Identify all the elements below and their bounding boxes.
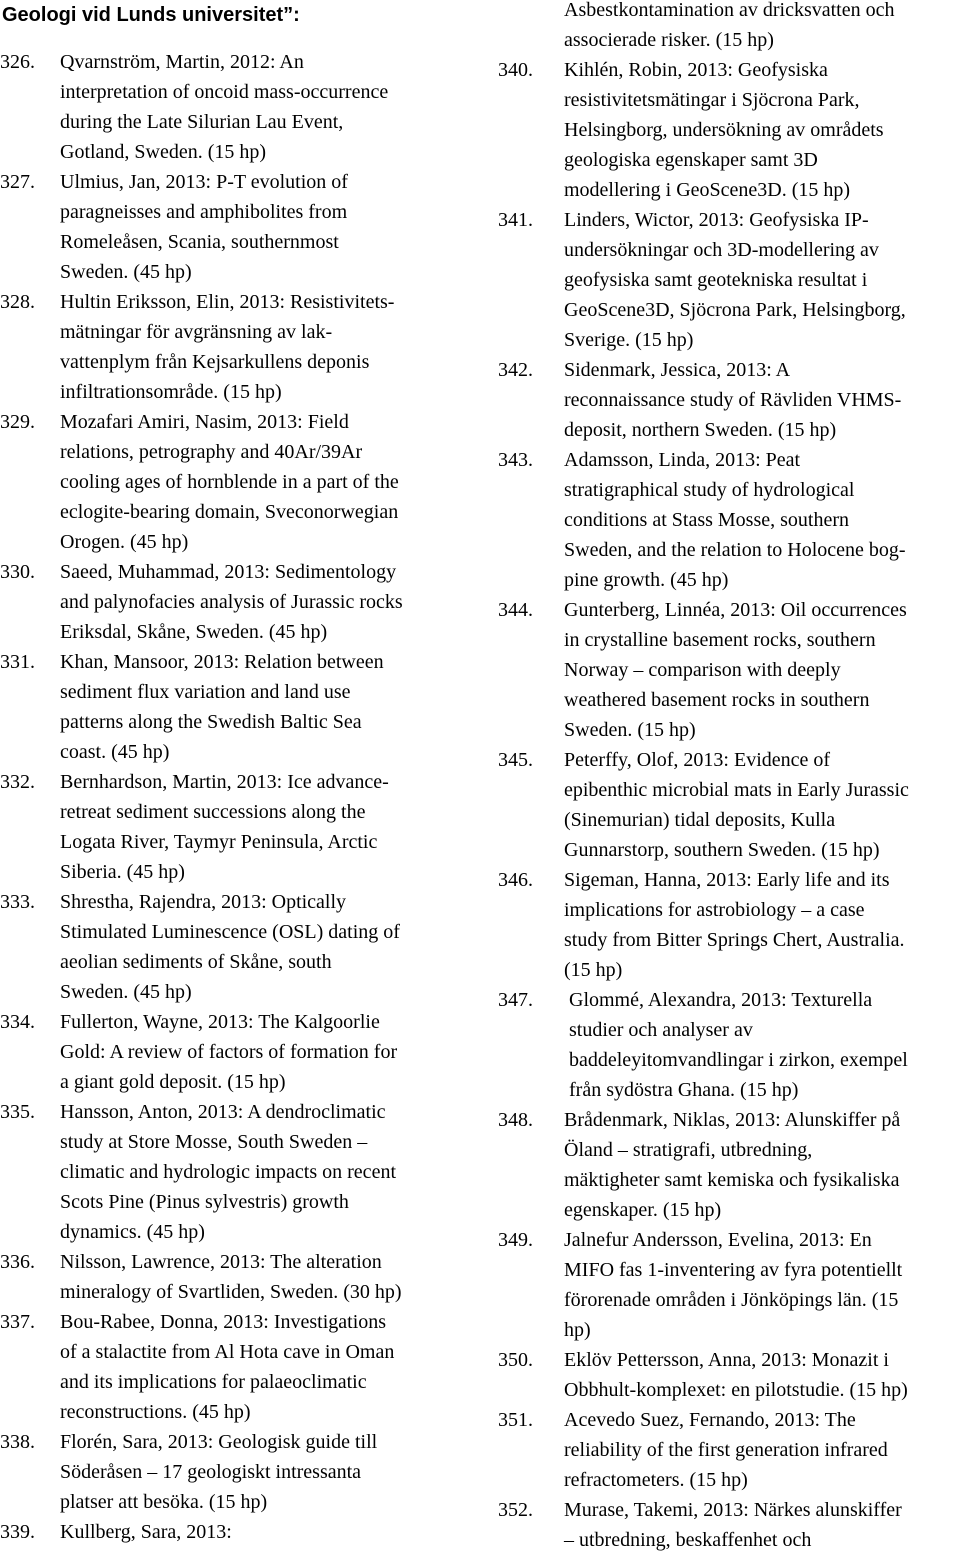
reference-line [0,557,478,587]
reference-number: 341. [498,209,533,231]
reference-text: förorenade områden i Jönköpings län. (15 [564,1289,899,1311]
reference-line [498,745,960,775]
reference-text: Eklöv Pettersson, Anna, 2013: Monazit i [564,1349,889,1371]
reference-text: Bernhardson, Martin, 2013: Ice advance- [60,771,389,793]
reference-text: Kullberg, Sara, 2013: [60,1521,232,1543]
reference-line [0,287,478,317]
reference-number: 340. [498,59,533,81]
reference-text: Orogen. (45 hp) [60,531,189,553]
reference-line [498,535,960,565]
reference-line [498,565,960,595]
reference-text: epibenthic microbial mats in Early Jurassic [564,779,909,801]
reference-line [0,587,478,617]
reference-line [498,25,960,55]
reference-line [0,827,478,857]
reference-number: 333. [0,891,35,913]
reference-text: of a stalactite from Al Hota cave in Oman [60,1341,395,1363]
reference-line [498,1015,960,1045]
reference-text: Gunterberg, Linnéa, 2013: Oil occurrences [564,599,907,621]
reference-text: resistivitetsmätingar i Sjöcrona Park, [564,89,860,111]
reference-text: Murase, Takemi, 2013: Närkes alunskiffer [564,1499,902,1521]
reference-line [498,985,960,1015]
reference-text: Sweden. (45 hp) [60,981,192,1003]
reference-line [0,677,478,707]
reference-line [0,1037,478,1067]
reference-line [498,385,960,415]
reference-number: 328. [0,291,35,313]
reference-text: infiltrationsområde. (15 hp) [60,381,282,403]
reference-number: 338. [0,1431,35,1453]
reference-line [498,1285,960,1315]
reference-line [498,1495,960,1525]
reference-text: Brådenmark, Niklas, 2013: Alunskiffer på [564,1109,901,1131]
reference-number: 331. [0,651,35,673]
reference-line [0,1487,478,1517]
reference-text: Saeed, Muhammad, 2013: Sedimentology [60,561,397,583]
reference-text: Acevedo Suez, Fernando, 2013: The [564,1409,856,1431]
reference-line [0,1517,478,1547]
reference-line [0,77,478,107]
reference-line [0,1457,478,1487]
reference-line [498,655,960,685]
reference-text: deposit, northern Sweden. (15 hp) [564,419,837,441]
reference-text: Helsingborg, undersökning av områdets [564,119,884,141]
reference-line [498,1255,960,1285]
reference-text: geofysiska samt geotekniska resultat i [564,269,868,291]
reference-line [0,947,478,977]
reference-line [0,137,478,167]
reference-text: study from Bitter Springs Chert, Australia. [564,929,905,951]
reference-text: Nilsson, Lawrence, 2013: The alteration [60,1251,382,1273]
reference-text: during the Late Silurian Lau Event, [60,111,344,133]
reference-text: Mozafari Amiri, Nasim, 2013: Field [60,411,349,433]
reference-line [0,1007,478,1037]
reference-number: 336. [0,1251,35,1273]
reference-line [0,1187,478,1217]
reference-text: cooling ages of hornblende in a part of the [60,471,399,493]
reference-line [498,175,960,205]
reference-line [0,707,478,737]
reference-line [0,1397,478,1427]
reference-text: patterns along the Swedish Baltic Sea [60,711,362,733]
reference-text: Gold: A review of factors of formation for [60,1041,398,1063]
reference-line [0,1067,478,1097]
reference-text: undersökningar och 3D-modellering av [564,239,879,261]
reference-line [498,625,960,655]
reference-line [498,445,960,475]
left-column [0,47,478,1547]
reference-line [0,377,478,407]
reference-line [498,1225,960,1255]
reference-text: eclogite-bearing domain, Sveconorwegian [60,501,399,523]
reference-number: 342. [498,359,533,381]
reference-text: Adamsson, Linda, 2013: Peat [564,449,801,471]
reference-text: study at Store Mosse, South Sweden – [60,1131,368,1153]
reference-number: 335. [0,1101,35,1123]
reference-number: 346. [498,869,533,891]
reference-number: 332. [0,771,35,793]
reference-line [498,895,960,925]
reference-number: 343. [498,449,533,471]
reference-line [498,85,960,115]
reference-text: vattenplym från Kejsarkullens deponis [60,351,370,373]
reference-line [498,1135,960,1165]
reference-text: Shrestha, Rajendra, 2013: Optically [60,891,347,913]
reference-line [498,1195,960,1225]
reference-text: Logata River, Taymyr Peninsula, Arctic [60,831,378,853]
reference-line [498,1345,960,1375]
reference-text: and palynofacies analysis of Jurassic rocks [60,591,403,613]
reference-text: and its implications for palaeoclimatic [60,1371,367,1393]
reference-text: Söderåsen – 17 geologiskt intressanta [60,1461,362,1483]
reference-line [498,235,960,265]
reference-text: Sidenmark, Jessica, 2013: A [564,359,791,381]
reference-line [0,1307,478,1337]
reference-text: Romeleåsen, Scania, southernmost [60,231,339,253]
reference-line [498,595,960,625]
reference-text: Glommé, Alexandra, 2013: Texturella [569,989,873,1011]
reference-text: Bou-Rabee, Donna, 2013: Investigations [60,1311,387,1333]
reference-text: in crystalline basement rocks, southern [564,629,876,651]
reference-text: baddeleyitomvandlingar i zirkon, exempel [569,1049,908,1071]
reference-text: Hansson, Anton, 2013: A dendroclimatic [60,1101,386,1123]
reference-line [498,505,960,535]
reference-text: pine growth. (45 hp) [564,569,729,591]
reference-text: MIFO fas 1-inventering av fyra potentiellt [564,1259,903,1281]
reference-line [498,925,960,955]
reference-text: Siberia. (45 hp) [60,861,185,883]
reference-line [498,55,960,85]
reference-line [498,475,960,505]
reference-text: Peterffy, Olof, 2013: Evidence of [564,749,831,771]
reference-line [498,1405,960,1435]
reference-text: Scots Pine (Pinus sylvestris) growth [60,1191,349,1213]
reference-text: geologiska egenskaper samt 3D [564,149,818,171]
reference-text: Stimulated Luminescence (OSL) dating of [60,921,400,943]
reference-number: 351. [498,1409,533,1431]
reference-line [0,1337,478,1367]
reference-text: a giant gold deposit. (15 hp) [60,1071,286,1093]
reference-number: 347. [498,989,533,1011]
reference-text: Sweden. (45 hp) [60,261,192,283]
reference-line [0,407,478,437]
reference-line [0,737,478,767]
reference-text: reconstructions. (45 hp) [60,1401,251,1423]
reference-text: studier och analyser av [569,1019,753,1041]
reference-line [0,1217,478,1247]
reference-number: 339. [0,1521,35,1543]
reference-line [0,797,478,827]
reference-text: stratigraphical study of hydrological [564,479,855,501]
reference-text: paragneisses and amphibolites from [60,201,348,223]
reference-line [498,205,960,235]
reference-line [498,325,960,355]
reference-text: refractometers. (15 hp) [564,1469,748,1491]
reference-number: 334. [0,1011,35,1033]
reference-line [0,767,478,797]
reference-text: egenskaper. (15 hp) [564,1199,722,1221]
reference-text: Jalnefur Andersson, Evelina, 2013: En [564,1229,872,1251]
reference-line [0,347,478,377]
reference-text: relations, petrography and 40Ar/39Ar [60,441,363,463]
reference-text: Öland – stratigrafi, utbredning, [564,1139,813,1161]
reference-text: Hultin Eriksson, Elin, 2013: Resistivitets- [60,291,395,313]
reference-text: modellering i GeoScene3D. (15 hp) [564,179,851,201]
reference-text: hp) [564,1319,591,1341]
reference-line [498,715,960,745]
reference-line [0,497,478,527]
reference-number: 352. [498,1499,533,1521]
reference-text: mineralogy of Svartliden, Sweden. (30 hp) [60,1281,402,1303]
reference-line [0,107,478,137]
reference-number: 326. [0,51,35,73]
reference-line [0,917,478,947]
reference-line [0,467,478,497]
reference-line [498,805,960,835]
reference-line [0,1157,478,1187]
reference-line [498,1315,960,1345]
page-title: Geologi vid Lunds universitet”: [2,4,300,26]
reference-line [0,1277,478,1307]
reference-text: – utbredning, beskaffenhet och [564,1529,812,1551]
reference-text: coast. (45 hp) [60,741,170,763]
reference-line [498,1435,960,1465]
reference-text: Khan, Mansoor, 2013: Relation between [60,651,384,673]
reference-text: (15 hp) [564,959,623,981]
reference-line [0,167,478,197]
reference-line [498,1045,960,1075]
reference-text: Sverige. (15 hp) [564,329,694,351]
reference-number: 327. [0,171,35,193]
reference-line [498,1375,960,1405]
reference-text: Gotland, Sweden. (15 hp) [60,141,267,163]
reference-text: aeolian sediments of Skåne, south [60,951,332,973]
reference-line [498,1525,960,1555]
reference-number: 350. [498,1349,533,1371]
reference-number: 337. [0,1311,35,1333]
reference-text: implications for astrobiology – a case [564,899,865,921]
reference-text: Norway – comparison with deeply [564,659,841,681]
reference-text: platser att besöka. (15 hp) [60,1491,268,1513]
reference-line [498,115,960,145]
reference-text: reliability of the first generation infrared [564,1439,888,1461]
reference-text: Eriksdal, Skåne, Sweden. (45 hp) [60,621,328,643]
reference-line [0,527,478,557]
reference-line [498,865,960,895]
reference-number: 349. [498,1229,533,1251]
reference-line [0,887,478,917]
reference-line [498,295,960,325]
reference-text: mäktigheter samt kemiska och fysikaliska [564,1169,900,1191]
reference-line [498,1165,960,1195]
reference-line [0,857,478,887]
right-column [498,0,960,1555]
reference-line [0,317,478,347]
reference-line [0,977,478,1007]
reference-text: från sydöstra Ghana. (15 hp) [569,1079,799,1101]
reference-text: retreat sediment successions along the [60,801,366,823]
reference-text: Florén, Sara, 2013: Geologisk guide till [60,1431,378,1453]
reference-text: Sigeman, Hanna, 2013: Early life and its [564,869,890,891]
reference-number: 348. [498,1109,533,1131]
reference-line [0,1367,478,1397]
reference-line [0,1427,478,1457]
reference-text: mätningar för avgränsning av lak- [60,321,333,343]
reference-line [0,1127,478,1157]
reference-line [0,647,478,677]
reference-line [498,0,960,25]
reference-text: Ulmius, Jan, 2013: P-T evolution of [60,171,348,193]
reference-text: Kihlén, Robin, 2013: Geofysiska [564,59,828,81]
reference-text: Qvarnström, Martin, 2012: An [60,51,304,73]
reference-text: reconnaissance study of Rävliden VHMS- [564,389,902,411]
reference-line [0,1097,478,1127]
reference-line [498,145,960,175]
reference-text: sediment flux variation and land use [60,681,351,703]
reference-line [498,835,960,865]
reference-text: Gunnarstorp, southern Sweden. (15 hp) [564,839,880,861]
reference-text: conditions at Stass Mosse, southern [564,509,849,531]
reference-line [498,1075,960,1105]
reference-text: GeoScene3D, Sjöcrona Park, Helsingborg, [564,299,906,321]
reference-line [0,617,478,647]
reference-text: Sweden. (15 hp) [564,719,696,741]
reference-text: Linders, Wictor, 2013: Geofysiska IP- [564,209,869,231]
reference-text: associerade risker. (15 hp) [564,29,774,51]
reference-line [498,355,960,385]
reference-text: Asbestkontamination av dricksvatten och [564,0,895,21]
reference-line [498,775,960,805]
reference-line [498,265,960,295]
reference-text: Sweden, and the relation to Holocene bog- [564,539,906,561]
reference-text: climatic and hydrologic impacts on recent [60,1161,396,1183]
reference-line [498,955,960,985]
reference-line [0,1247,478,1277]
reference-line [498,1465,960,1495]
reference-line [0,437,478,467]
reference-text: dynamics. (45 hp) [60,1221,205,1243]
reference-line [0,47,478,77]
reference-line [0,197,478,227]
reference-text: (Sinemurian) tidal deposits, Kulla [564,809,836,831]
reference-line [498,1105,960,1135]
reference-number: 345. [498,749,533,771]
reference-number: 329. [0,411,35,433]
reference-text: Fullerton, Wayne, 2013: The Kalgoorlie [60,1011,380,1033]
reference-line [0,257,478,287]
reference-text: weathered basement rocks in southern [564,689,870,711]
reference-text: Obbhult-komplexet: en pilotstudie. (15 hp) [564,1379,908,1401]
reference-line [0,227,478,257]
reference-number: 344. [498,599,533,621]
reference-text: interpretation of oncoid mass-occurrence [60,81,389,103]
reference-line [498,415,960,445]
reference-number: 330. [0,561,35,583]
reference-line [498,685,960,715]
